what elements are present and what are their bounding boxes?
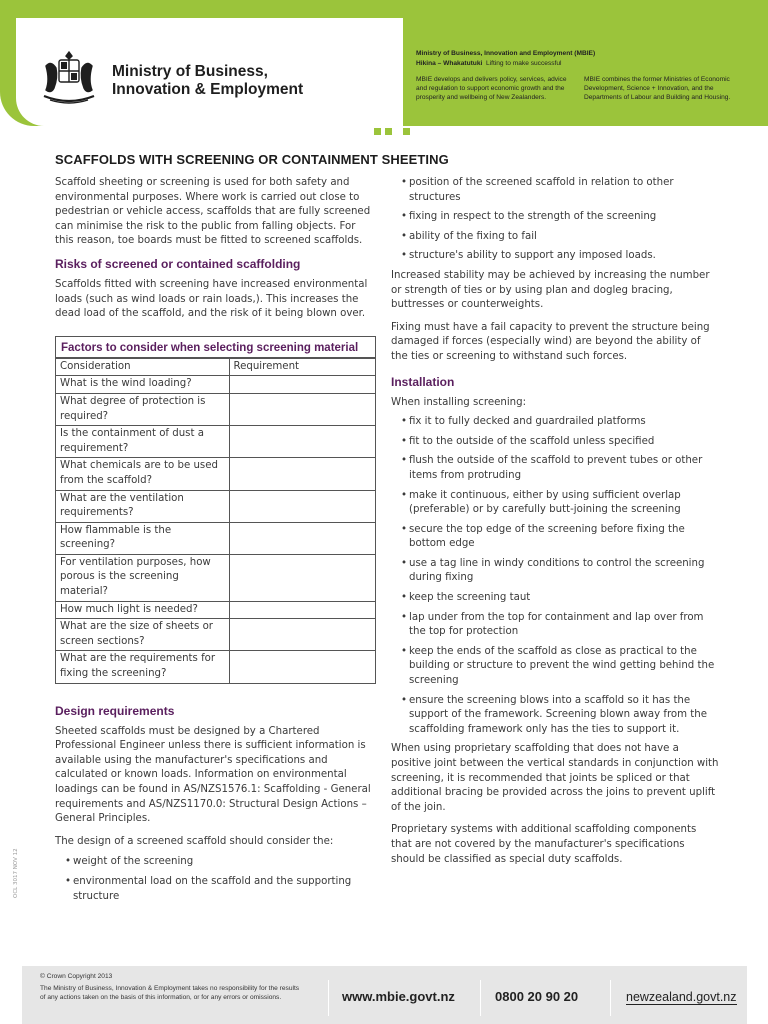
page-title: SCAFFOLDS WITH SCREENING OR CONTAINMENT SHEETING — [55, 152, 449, 167]
table-row — [56, 651, 375, 683]
coat-of-arms-icon — [38, 48, 100, 108]
intro-paragraph: Scaffold sheeting or screening is used for both safety and environmental purposes. Where work is carried out close to pedestrian or vehicle access, scaffolds that are fully screened can minimise the risk to the public from falling objects. For this reason, toe boards must be fitted to screened scaffolds. — [55, 177, 371, 247]
footer-disclaimer: The Ministry of Business, Innovation & Employment takes no responsibility for the results of any actions taken on the basis of this information, or for any errors or omissions. — [40, 985, 300, 1001]
footer-divider — [480, 980, 481, 1016]
design-heading: Design requirements — [55, 703, 175, 718]
list-item: • weight of the screening — [55, 855, 375, 870]
header-description-left: MBIE develops and delivers policy, services, advice and regulation to support economic growth and the prosperity and wellbeing of New Zealanders. — [416, 76, 567, 101]
table-cell-empty — [229, 458, 375, 490]
table-row — [56, 601, 375, 619]
table-row — [56, 376, 375, 394]
table-cell-empty — [229, 393, 375, 425]
factors-table-title: Factors to consider when selecting screening material — [56, 337, 375, 358]
list-item: • secure the top edge of the screening before fixing the bottom edge — [391, 523, 719, 552]
table-cell: Is the containment of dust a requirement? — [56, 426, 229, 458]
list-item: • ensure the screening blows into a scaffold so it has the support of the framework. Screening blown away from the scaffolding framework only has the ties to support it. — [391, 694, 719, 738]
table-cell: What chemicals are to be used from the scaffold? — [56, 458, 229, 490]
table-row — [56, 393, 375, 425]
table-header-cell: Requirement — [229, 358, 375, 376]
table-cell: For ventilation purposes, how porous is the screening material? — [56, 554, 229, 601]
table-header-row — [56, 358, 375, 376]
header-title: Ministry of Business, Innovation and Employment (MBIE) — [416, 50, 596, 57]
list-item: • structure's ability to support any imposed loads. — [391, 249, 719, 264]
table-row — [56, 426, 375, 458]
table-row — [56, 619, 375, 651]
installation-heading: Installation — [391, 374, 455, 389]
org-name-line2: Innovation & Employment — [112, 81, 304, 98]
table-cell: How much light is needed? — [56, 601, 229, 619]
table-cell: What are the size of sheets or screen sections? — [56, 619, 229, 651]
table-cell-empty — [229, 522, 375, 554]
table-cell: What are the requirements for fixing the screening? — [56, 651, 229, 683]
factors-table — [55, 336, 376, 684]
systems-paragraph: Proprietary systems with additional scaffolding components that are not covered by the manufacturer's specifications should be classified as special duty scaffolds. — [391, 824, 697, 865]
design-paragraph: Sheeted scaffolds must be designed by a Chartered Professional Engineer unless there is sufficient information is available using the manufacturer's specifications and calculated or known loads. Information on environmental loadings can be found in AS/NZS1576.1: Scaffolding - General requirements and AS/NZS1170.0: Structural Design Actions – General Principles. — [55, 725, 371, 825]
list-item: • keep the ends of the scaffold as close as practical to the building or structure to prevent the wind getting behind the screening — [391, 645, 719, 689]
table-cell: What is the wind loading? — [56, 376, 229, 394]
header — [0, 0, 768, 130]
table-cell: How flammable is the screening? — [56, 522, 229, 554]
header-description-right: MBIE combines the former Ministries of Economic Development, Science + Innovation, and the Departments of Labour and Building and Housing. — [584, 76, 731, 101]
tagline-maori: Hikina – Whakatutuki — [416, 60, 483, 67]
footer-phone: 0800 20 90 20 — [495, 989, 579, 1004]
risks-paragraph: Scaffolds fitted with screening have increased environmental loads (such as wind loads or rain loads,). This increases the dead load of the scaffold, and the risk of it being blown over. — [55, 278, 368, 320]
list-item: • position of the screened scaffold in relation to other structures — [391, 176, 719, 205]
table-cell-empty — [229, 426, 375, 458]
accent-square — [385, 128, 392, 135]
right-column — [391, 176, 719, 875]
newzealand-logo: newzealand.govt.nz — [626, 990, 737, 1004]
accent-square — [403, 128, 410, 135]
list-item: • environmental load on the scaffold and the supporting structure — [55, 875, 375, 904]
footer-copyright: © Crown Copyright 2013 — [40, 973, 113, 980]
org-name-line1: Ministry of Business, — [112, 63, 268, 80]
footer — [22, 966, 747, 1024]
risks-heading: Risks of screened or contained scaffolding — [55, 256, 301, 271]
table-row — [56, 458, 375, 490]
list-item: • fixing in respect to the strength of the screening — [391, 210, 719, 225]
left-column — [55, 176, 375, 909]
proprietary-paragraph: When using proprietary scaffolding that does not have a positive joint between the vertical standards in conjunction with screening, it is recommended that joints be spliced or that additional bracing be provided across the joins to prevent uplift of the join. — [391, 743, 719, 813]
table-row — [56, 522, 375, 554]
table-row — [56, 554, 375, 601]
tagline-english: Lifting to make successful — [486, 60, 562, 67]
table-cell-empty — [229, 554, 375, 601]
table-cell-empty — [229, 619, 375, 651]
list-item: • ability of the fixing to fail — [391, 230, 719, 245]
design-consider-paragraph: The design of a screened scaffold should consider the: — [55, 835, 334, 847]
table-cell-empty — [229, 376, 375, 394]
org-name — [112, 63, 372, 99]
list-item: • keep the screening taut — [391, 591, 719, 606]
table-cell: What degree of protection is required? — [56, 393, 229, 425]
list-item: • make it continuous, either by using sufficient overlap (preferable) or by carefully butt-joining the screening — [391, 489, 719, 518]
footer-divider — [328, 980, 329, 1016]
table-row — [56, 490, 375, 522]
footer-divider — [610, 980, 611, 1016]
installation-intro: When installing screening: — [391, 396, 527, 408]
list-item: • fix it to fully decked and guardrailed platforms — [391, 415, 719, 430]
stability-paragraph: Increased stability may be achieved by increasing the number or strength of ties or by using plan and dogleg bracing, buttresses or counterweights. — [391, 269, 710, 311]
fixing-paragraph: Fixing must have a fail capacity to prevent the structure being damaged if forces (especially wind) are beyond the ability of the ties or screening to withstand such forces. — [391, 321, 710, 362]
list-item: • use a tag line in windy conditions to control the screening during fixing — [391, 557, 719, 586]
header-tagline — [416, 60, 562, 67]
table-cell-empty — [229, 651, 375, 683]
table-header-cell: Consideration — [56, 358, 229, 376]
document-code: OCL 3017 NOV 12 — [13, 848, 19, 898]
accent-square — [374, 128, 381, 135]
list-item: • lap under from the top for containment and lap over from the top for protection — [391, 611, 719, 640]
table-cell-empty — [229, 490, 375, 522]
table-cell-empty — [229, 601, 375, 619]
list-item: • flush the outside of the scaffold to prevent tubes or other items from protruding — [391, 454, 719, 483]
table-cell: What are the ventilation requirements? — [56, 490, 229, 522]
footer-website-link[interactable]: www.mbie.govt.nz — [342, 989, 455, 1004]
list-item: • fit to the outside of the scaffold unless specified — [391, 435, 719, 450]
